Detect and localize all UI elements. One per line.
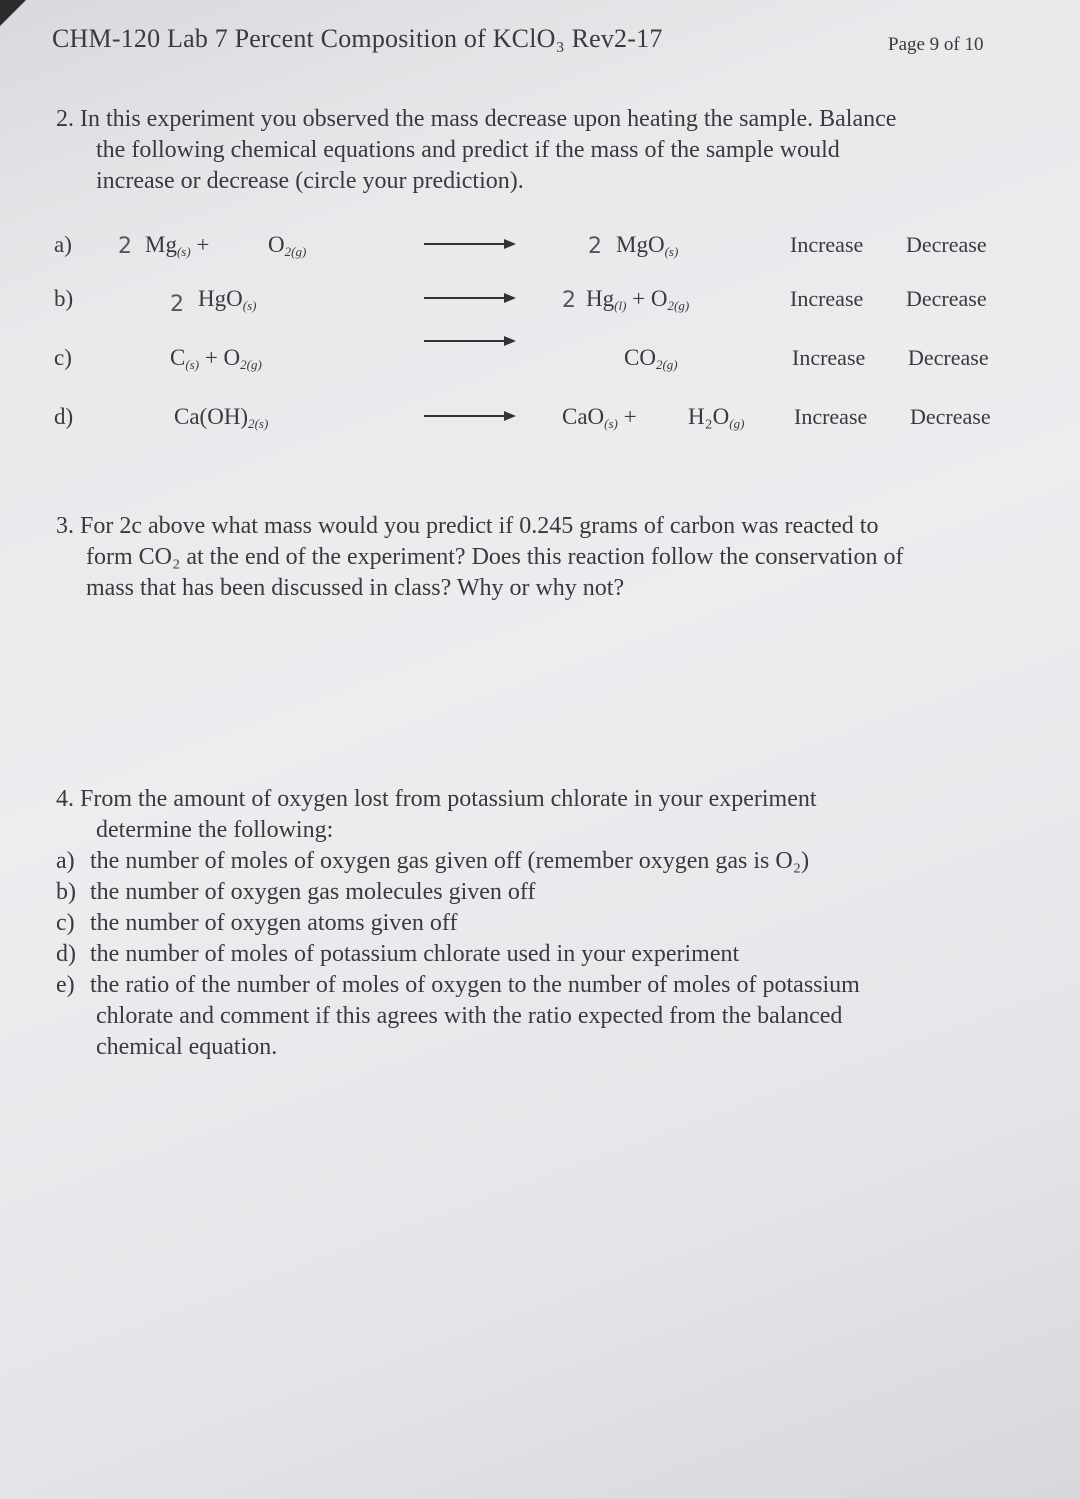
product-2-subscript: 2(g) <box>667 298 690 313</box>
reaction-arrow-icon <box>424 408 516 424</box>
handwritten-coefficient: 2 <box>170 292 184 317</box>
reactant-2-subscript: 2(g) <box>240 357 262 372</box>
reactant-formula: Mg <box>145 232 177 257</box>
reactant-side <box>174 404 268 432</box>
question-2-line-2: the following chemical equations and predict if the mass of the sample would <box>96 137 840 163</box>
plus-sign: + <box>623 404 637 429</box>
reactant-2-formula: O <box>223 345 241 370</box>
product-state: (l) <box>614 298 627 313</box>
handwritten-coefficient: 2 <box>588 234 602 259</box>
product-subscript: 2(g) <box>655 357 678 372</box>
reactant-formula: C <box>170 345 186 370</box>
reactant-state: (s) <box>185 357 200 372</box>
product-2-state: (g) <box>729 416 745 431</box>
reaction-arrow-icon <box>424 333 516 349</box>
page-number: Page 9 of 10 <box>888 34 984 55</box>
plus-sign: + <box>196 232 210 257</box>
product-state: (s) <box>604 416 618 431</box>
product-formula: CaO <box>562 404 605 429</box>
product-side <box>562 404 637 432</box>
equation-label: a) <box>54 232 72 257</box>
product-side <box>586 286 689 314</box>
question-3-line-3: mass that has been discussed in class? Why or why not? <box>86 575 625 601</box>
reaction-arrow-icon <box>424 236 516 252</box>
equation-label: c) <box>54 345 72 370</box>
equation-row-c <box>0 345 1080 385</box>
handwritten-coefficient: 2 <box>562 288 576 313</box>
product-side <box>624 345 678 373</box>
reactant-subscript: 2(s) <box>248 416 269 431</box>
product-formula: Hg <box>586 286 615 311</box>
list-item-continuation: chlorate and comment if this agrees with the ratio expected from the balanced <box>96 1003 843 1029</box>
choice-increase[interactable]: Increase <box>790 286 864 311</box>
reaction-arrow-icon <box>424 290 516 306</box>
list-item: b) the number of oxygen gas molecules given off <box>56 879 536 905</box>
equation-row-a <box>0 232 1080 272</box>
choice-decrease[interactable]: Decrease <box>906 232 987 257</box>
equation-label: d) <box>54 404 74 429</box>
reactant-2-subscript: 2(g) <box>284 244 307 259</box>
list-item-continuation: chemical equation. <box>96 1034 278 1060</box>
product-2-formula: O <box>650 286 668 311</box>
question-3-line-2: form CO₂ at the end of the experiment? Does this reaction follow the conservation of <box>86 544 904 570</box>
list-item: d) the number of moles of potassium chlorate used in your experiment <box>56 941 740 967</box>
product-side <box>616 232 678 260</box>
reactant-2 <box>268 232 306 260</box>
handwritten-coefficient: 2 <box>118 234 132 259</box>
choice-increase[interactable]: Increase <box>794 404 868 429</box>
reactant-state: (s) <box>242 298 257 313</box>
question-4-line-1: 4. From the amount of oxygen lost from potassium chlorate in your experiment <box>56 786 817 812</box>
product-formula: MgO <box>616 232 665 257</box>
equation-row-b <box>0 286 1080 326</box>
question-4-sub-list <box>56 846 860 1063</box>
list-item: e) the ratio of the number of moles of oxygen to the number of moles of potassium <box>56 972 860 998</box>
question-2-line-3: increase or decrease (circle your prediction). <box>96 168 524 194</box>
reactant-formula: HgO <box>198 286 243 311</box>
photo-corner-shadow <box>0 0 26 26</box>
document-title: CHM-120 Lab 7 Percent Composition of KClO₃ Rev2-17 <box>52 24 663 53</box>
reactant-formula: Ca(OH) <box>174 404 249 429</box>
question-3 <box>56 511 903 604</box>
plus-sign: + <box>204 345 218 370</box>
reactant-side <box>198 286 256 314</box>
reactant-side <box>145 232 209 260</box>
list-item: c) the number of oxygen atoms given off <box>56 910 458 936</box>
product-state: (s) <box>664 244 679 259</box>
question-4 <box>56 784 860 1063</box>
product-2-formula: H₂O <box>688 404 730 429</box>
reactant-side <box>170 345 262 373</box>
choice-increase[interactable]: Increase <box>790 232 864 257</box>
equation-label: b) <box>54 286 74 311</box>
choice-decrease[interactable]: Decrease <box>908 345 989 370</box>
question-3-line-1: 3. For 2c above what mass would you predict if 0.245 grams of carbon was reacted to <box>56 513 879 539</box>
product-2 <box>688 404 744 432</box>
choice-increase[interactable]: Increase <box>792 345 866 370</box>
equation-row-d <box>0 404 1080 444</box>
choice-decrease[interactable]: Decrease <box>906 286 987 311</box>
plus-sign: + <box>632 286 646 311</box>
reactant-2-formula: O <box>268 232 285 257</box>
question-2-line-1: 2. In this experiment you observed the mass decrease upon heating the sample. Balance <box>56 106 897 132</box>
choice-decrease[interactable]: Decrease <box>910 404 991 429</box>
list-item: a) the number of moles of oxygen gas given off (remember oxygen gas is O₂) <box>56 848 810 874</box>
product-formula: CO <box>624 345 656 370</box>
question-4-line-2: determine the following: <box>96 817 334 843</box>
reactant-state: (s) <box>176 244 191 259</box>
question-2 <box>56 104 896 197</box>
